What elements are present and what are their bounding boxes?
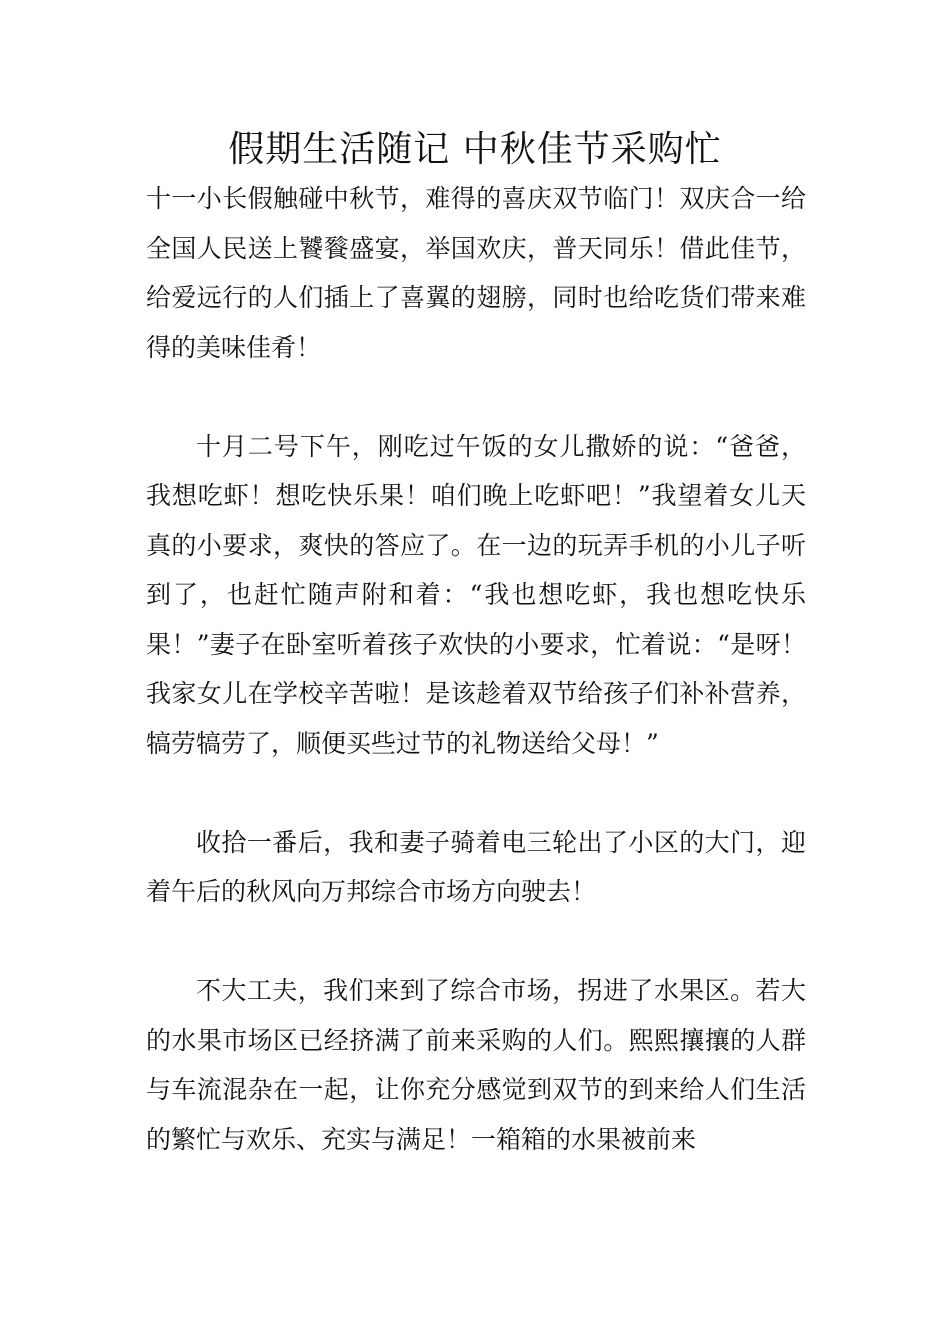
paragraph-3: 收拾一番后，我和妻子骑着电三轮出了小区的大门，迎着午后的秋风向万邦综合市场方向驶去！ <box>146 827 806 906</box>
paragraph-4: 不大工夫，我们来到了综合市场，拐进了水果区。若大的水果市场区已经挤满了前来采购的人们。熙熙攘攘的人群与车流混杂在一起，让你充分感觉到双节的到来给人们生活的繁忙与欢乐、充实与满足！一箱箱的水果被前来 <box>146 976 806 1154</box>
paragraph-2: 十月二号下午，刚吃过午饭的女儿撒娇的说：“爸爸，我想吃虾！想吃快乐果！咱们晚上吃虾吧！”我望着女儿天真的小要求，爽快的答应了。在一边的玩弄手机的小儿子听到了，也赶忙随声附和着：“我也想吃虾，我也想吃快乐果！”妻子在卧室听着孩子欢快的小要求，忙着说：“是呀！我家女儿在学校辛苦啦！是该趁着双节给孩子们补补营养，犒劳犒劳了，顺便买些过节的礼物送给父母！” <box>146 431 806 758</box>
paragraph-1: 十一小长假触碰中秋节，难得的喜庆双节临门！双庆合一给全国人民送上饕餮盛宴，举国欢庆，普天同乐！借此佳节，给爱远行的人们插上了喜翼的翅膀，同时也给吃货们带来难得的美味佳肴！ <box>146 184 806 362</box>
page-title: 假期生活随记 中秋佳节采购忙 <box>228 129 722 170</box>
article-body <box>146 174 806 1164</box>
